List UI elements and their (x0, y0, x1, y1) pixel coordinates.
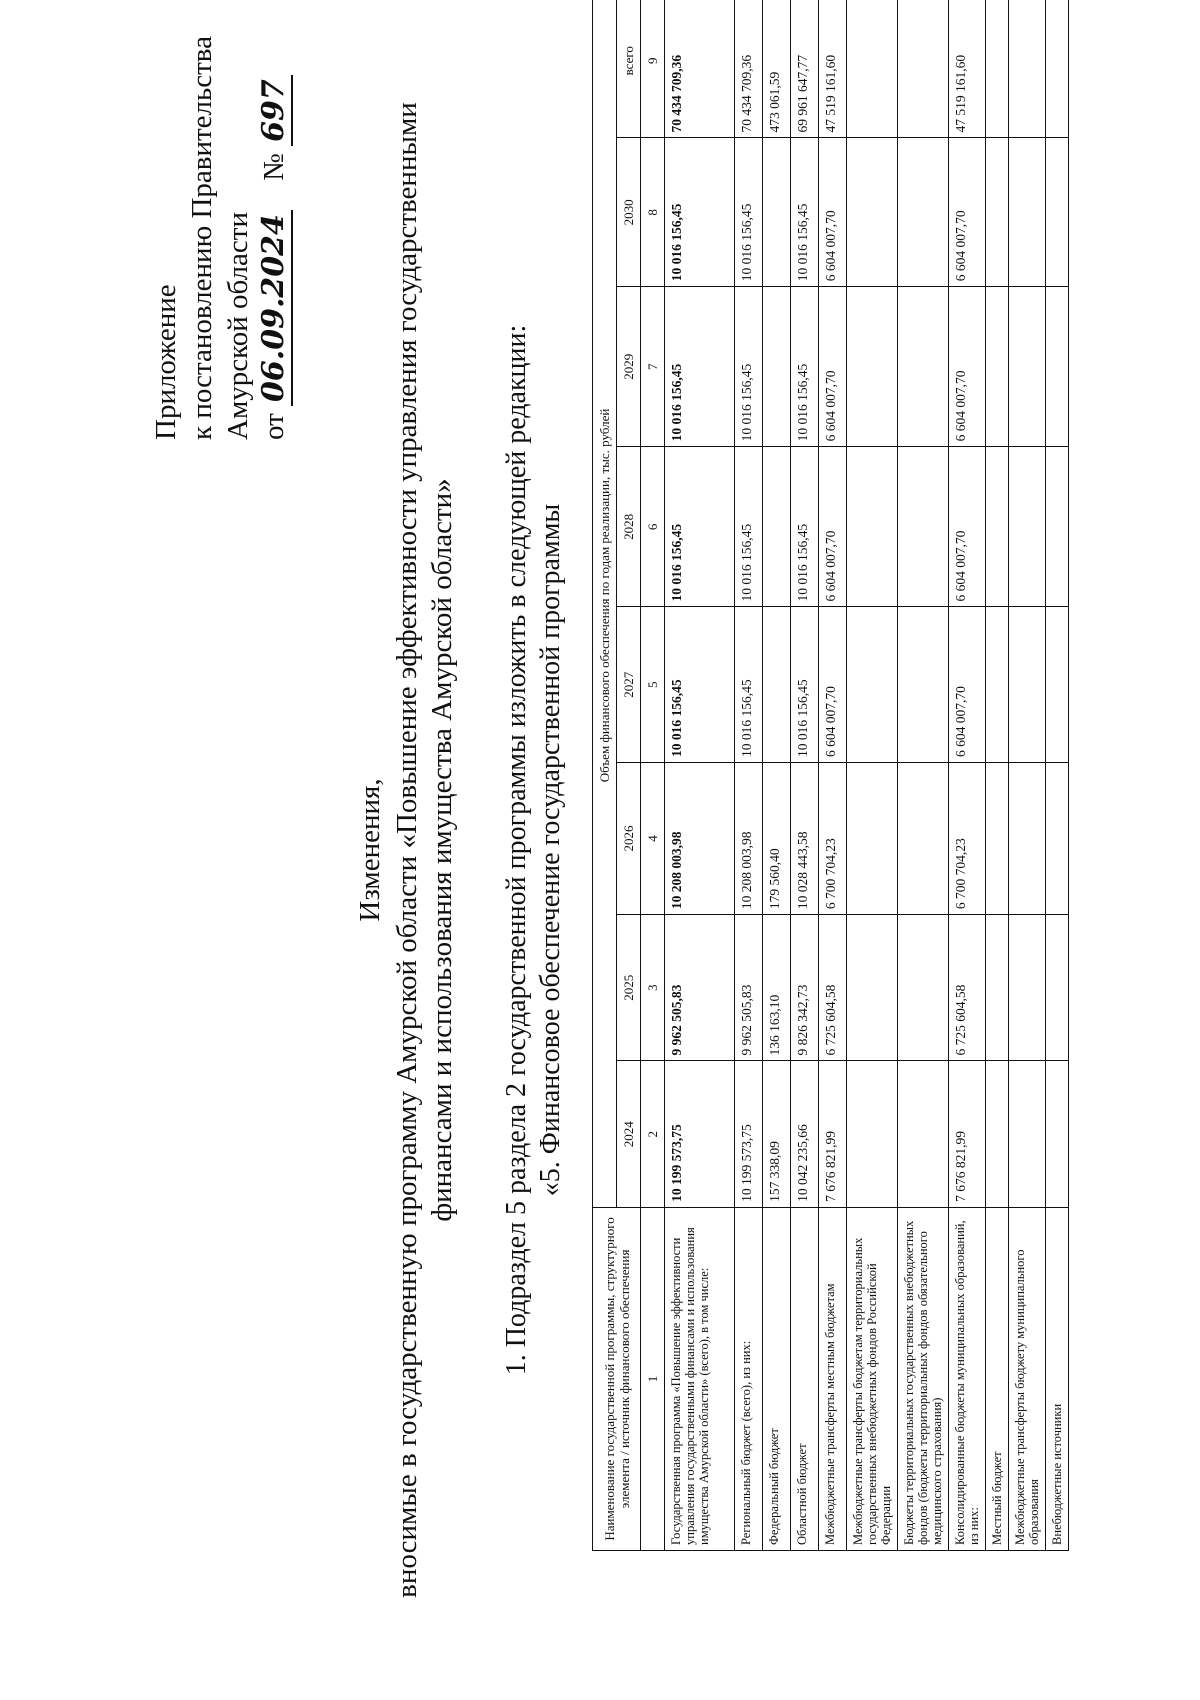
row-year-value: 9 962 505,83 (735, 915, 763, 1061)
year-header: 2024 (617, 1061, 641, 1207)
row-year-value: 10 199 573,75 (665, 1061, 735, 1207)
row-year-value (898, 915, 949, 1061)
row-source-name: Местный бюджет (986, 1207, 1009, 1550)
row-year-value: 6 725 604,58 (949, 915, 986, 1061)
appendix-block (148, 20, 292, 440)
row-year-value (1009, 447, 1046, 607)
row-total-value (847, 0, 898, 138)
row-total-value: 70 434 709,36 (735, 0, 763, 138)
row-year-value (763, 287, 791, 447)
document-subtitle-line1: вносимые в государственную программу Амурской области «Повышение эффективности управления государственными (391, 102, 423, 1598)
year-header: 2025 (617, 915, 641, 1061)
row-year-value (763, 138, 791, 287)
row-total-value: 473 061,59 (763, 0, 791, 138)
row-year-value: 6 604 007,70 (819, 287, 847, 447)
row-year-value: 10 016 156,45 (791, 447, 819, 607)
volume-group-header: Объем финансового обеспечения по годам реализации, тыс. рублей (593, 0, 617, 1207)
appendix-region: Амурской области (222, 212, 254, 440)
document-subtitle-line2: финансами и использования имущества Амурской области» (426, 478, 458, 1222)
row-year-value: 10 016 156,45 (665, 607, 735, 763)
row-year-value (986, 287, 1009, 447)
row-year-value: 7 676 821,99 (819, 1061, 847, 1207)
row-year-value (847, 762, 898, 914)
row-year-value (1046, 447, 1069, 607)
table-row (847, 0, 898, 1551)
row-total-value (898, 0, 949, 138)
column-number: 4 (641, 762, 665, 914)
row-year-value: 10 016 156,45 (735, 607, 763, 763)
row-year-value (1046, 762, 1069, 914)
row-source-name: Федеральный бюджет (763, 1207, 791, 1550)
row-year-value (898, 607, 949, 763)
row-year-value (986, 1061, 1009, 1207)
number-prefix: № (258, 153, 290, 181)
year-header: 2030 (617, 138, 641, 287)
row-year-value (1046, 138, 1069, 287)
row-year-value (986, 138, 1009, 287)
row-year-value (1009, 1061, 1046, 1207)
section-heading: «5. Финансовое обеспечение государственной программы (535, 503, 566, 1197)
column-number: 8 (641, 138, 665, 287)
table-body (665, 0, 1069, 1551)
handwritten-date: 06.09.2024 (256, 210, 293, 406)
table-row (735, 0, 763, 1551)
row-year-value: 9 826 342,73 (791, 915, 819, 1061)
row-year-value: 179 560,40 (763, 762, 791, 914)
row-source-name: Внебюджетные источники (1046, 1207, 1069, 1550)
year-header: 2026 (617, 762, 641, 914)
table-row (791, 0, 819, 1551)
row-year-value: 10 208 003,98 (735, 762, 763, 914)
row-year-value: 10 016 156,45 (791, 287, 819, 447)
row-year-value: 6 604 007,70 (819, 138, 847, 287)
row-total-value (1009, 0, 1046, 138)
column-number: 6 (641, 447, 665, 607)
name-column-header: Наименование государственной программы, структурного элемента / источник финансового обеспечения (593, 1207, 641, 1550)
row-year-value: 10 208 003,98 (665, 762, 735, 914)
row-year-value (898, 447, 949, 607)
row-year-value (847, 607, 898, 763)
handwritten-number: 697 (256, 75, 293, 146)
row-year-value (847, 915, 898, 1061)
column-number: 1 (641, 1207, 665, 1550)
row-source-name: Консолидированные бюджеты муниципальных образований, из них: (949, 1207, 986, 1550)
year-header: 2028 (617, 447, 641, 607)
row-source-name: Региональный бюджет (всего), из них: (735, 1207, 763, 1550)
row-year-value (1009, 762, 1046, 914)
column-number: 9 (641, 0, 665, 138)
row-source-name: Межбюджетные трансферты бюджетам территориальных государственных внебюджетных фондов Российской Федерации (847, 1207, 898, 1550)
row-year-value: 6 604 007,70 (949, 447, 986, 607)
column-number-row (641, 0, 665, 1551)
row-source-name: Межбюджетные трансферты бюджету муниципального образования (1009, 1207, 1046, 1550)
row-year-value (986, 607, 1009, 763)
row-source-name: Областной бюджет (791, 1207, 819, 1550)
table-row (819, 0, 847, 1551)
row-year-value: 6 604 007,70 (949, 607, 986, 763)
row-total-value: 70 434 709,36 (665, 0, 735, 138)
row-year-value (898, 138, 949, 287)
row-year-value (1046, 287, 1069, 447)
row-year-value: 10 016 156,45 (791, 138, 819, 287)
table-row (1009, 0, 1046, 1551)
row-year-value (986, 762, 1009, 914)
row-year-value (763, 447, 791, 607)
total-header: всего (617, 0, 641, 138)
row-total-value (1046, 0, 1069, 138)
row-year-value: 6 700 704,23 (819, 762, 847, 914)
row-source-name: Государственная программа «Повышение эффективности управления государственными финансами и использования имущества Амурской области» (всего), в том числе: (665, 1207, 735, 1550)
row-total-value: 47 519 161,60 (949, 0, 986, 138)
row-year-value: 10 016 156,45 (665, 287, 735, 447)
table-row (949, 0, 986, 1551)
row-year-value: 6 604 007,70 (819, 447, 847, 607)
document-title: Изменения, (354, 778, 386, 922)
row-year-value: 10 016 156,45 (665, 138, 735, 287)
row-year-value: 10 016 156,45 (665, 447, 735, 607)
table-row (665, 0, 735, 1551)
table-row (1046, 0, 1069, 1551)
row-year-value: 10 016 156,45 (735, 287, 763, 447)
appendix-decree: к постановлению Правительства (186, 36, 218, 440)
row-year-value: 10 016 156,45 (735, 138, 763, 287)
row-year-value: 157 338,09 (763, 1061, 791, 1207)
table-row (898, 0, 949, 1551)
row-year-value (1046, 1061, 1069, 1207)
row-year-value: 6 604 007,70 (949, 287, 986, 447)
date-prefix: от (258, 413, 290, 440)
row-year-value: 10 042 235,66 (791, 1061, 819, 1207)
row-year-value (763, 607, 791, 763)
row-year-value (847, 287, 898, 447)
row-year-value (847, 447, 898, 607)
row-year-value: 10 016 156,45 (791, 607, 819, 763)
row-total-value (986, 0, 1009, 138)
row-year-value (898, 287, 949, 447)
row-total-value: 47 519 161,60 (819, 0, 847, 138)
column-number: 7 (641, 287, 665, 447)
row-source-name: Межбюджетные трансферты местным бюджетам (819, 1207, 847, 1550)
year-header: 2027 (617, 607, 641, 763)
row-year-value: 6 725 604,58 (819, 915, 847, 1061)
instruction-line: 1. Подраздел 5 раздела 2 государственной программы изложить в следующей редакции: (501, 324, 532, 1376)
row-year-value: 6 604 007,70 (819, 607, 847, 763)
financing-table (592, 0, 1069, 1551)
table-row (986, 0, 1009, 1551)
table-header-group-row (593, 0, 617, 1551)
row-year-value (1009, 607, 1046, 763)
row-year-value (898, 1061, 949, 1207)
row-source-name: Бюджеты территориальных государственных внебюджетных фондов (бюджеты территориальных фондов обязательного медицинского страхования) (898, 1207, 949, 1550)
appendix-title: Приложение (150, 284, 182, 440)
row-year-value (1009, 287, 1046, 447)
row-year-value (847, 1061, 898, 1207)
row-year-value: 6 700 704,23 (949, 762, 986, 914)
row-year-value: 9 962 505,83 (665, 915, 735, 1061)
year-header: 2029 (617, 287, 641, 447)
row-year-value: 10 199 573,75 (735, 1061, 763, 1207)
row-year-value: 136 163,10 (763, 915, 791, 1061)
row-year-value: 10 028 443,58 (791, 762, 819, 914)
row-year-value (1046, 915, 1069, 1061)
table-row (763, 0, 791, 1551)
row-year-value: 10 016 156,45 (735, 447, 763, 607)
row-year-value: 6 604 007,70 (949, 138, 986, 287)
row-year-value (898, 762, 949, 914)
row-year-value (1046, 607, 1069, 763)
column-number: 5 (641, 607, 665, 763)
column-number: 2 (641, 1061, 665, 1207)
column-number: 3 (641, 915, 665, 1061)
appendix-date-line (256, 20, 292, 440)
row-total-value: 69 961 647,77 (791, 0, 819, 138)
row-year-value: 7 676 821,99 (949, 1061, 986, 1207)
row-year-value (986, 447, 1009, 607)
row-year-value (986, 915, 1009, 1061)
row-year-value (847, 138, 898, 287)
row-year-value (1009, 915, 1046, 1061)
row-year-value (1009, 138, 1046, 287)
